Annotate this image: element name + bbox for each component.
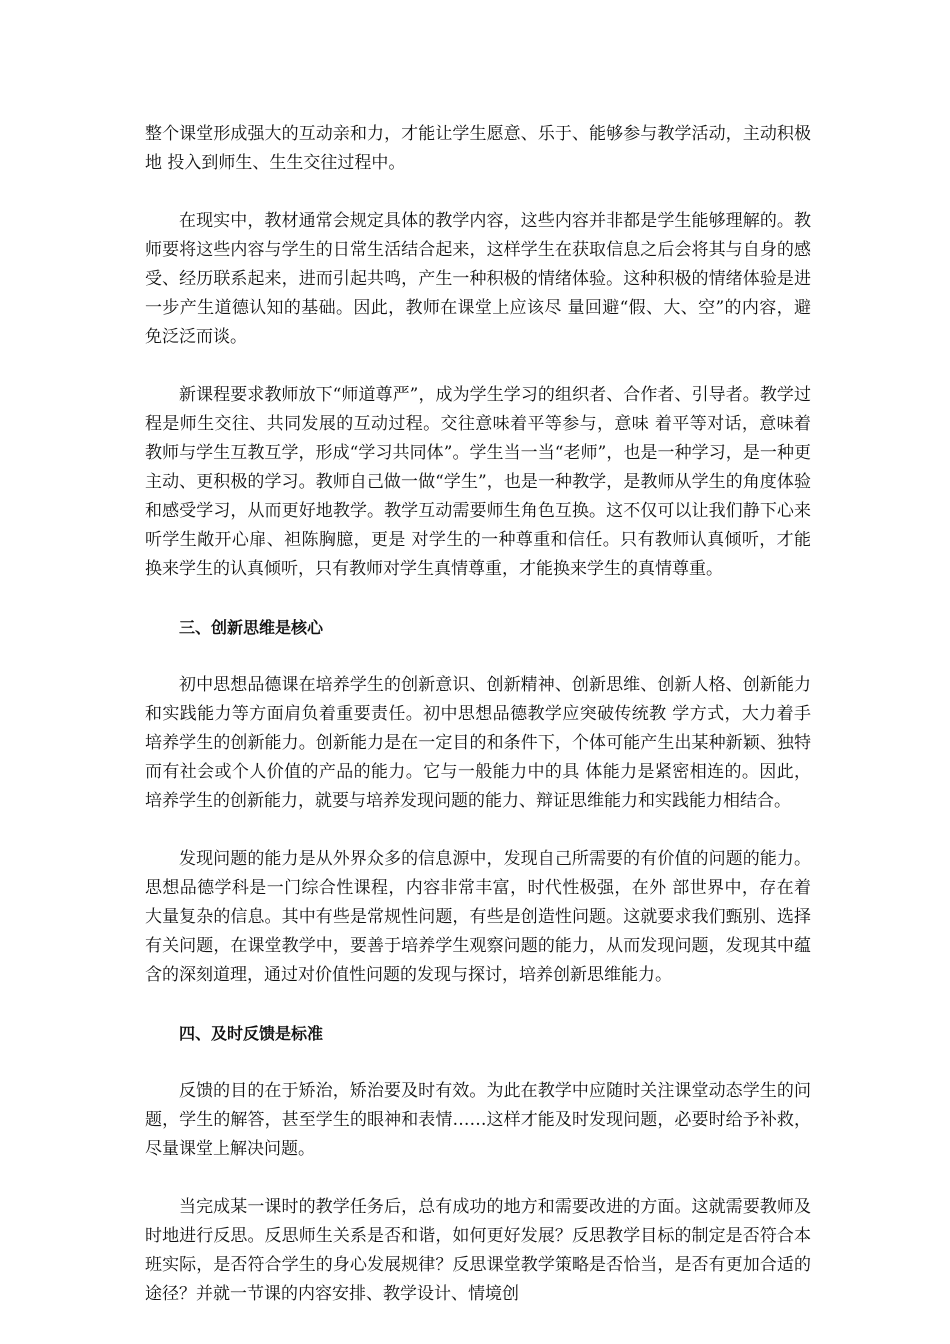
document-page bbox=[145, 120, 811, 1338]
section-heading-4: 四、及时反馈是标准 bbox=[179, 1024, 324, 1043]
paragraph-7: 当完成某一课时的教学任务后，总有成功的地方和需要改进的方面。这就需要教师及时地进行反思。反思师生关系是否和谐，如何更好发展？反思教学目标的制定是否符合本班实际，是否符合学生的身心发展规律？反思课堂教学策略是否恰当，是否有更加合适的途径？并就一节课的内容安排、教学设计、情境创 bbox=[145, 1197, 811, 1304]
paragraph-1: 整个课堂形成强大的互动亲和力，才能让学生愿意、乐于、能够参与教学活动，主动积极地 投入到师生、生生交往过程中。 bbox=[145, 124, 811, 173]
paragraph-4: 初中思想品德课在培养学生的创新意识、创新精神、创新思维、创新人格、创新能力和实践能力等方面肩负着重要责任。初中思想品德教学应突破传统教 学方式，大力着手培养学生的创新能力。创新能力是在一定目的和条件下，个体可能产生出某种新颖、独特而有社会或个人价值的产品的能力。它与一般能力中的具 体能力是紧密相连的。因此，培养学生的创新能力，就要与培养发现问题的能力、辩证思维能力和实践能力相结合。 bbox=[145, 675, 811, 811]
paragraph-6: 反馈的目的在于矫治，矫治要及时有效。为此在教学中应随时关注课堂动态学生的问题，学生的解答，甚至学生的眼神和表情……这样才能及时发现问题，必要时给予补救，尽量课堂上解决问题。 bbox=[145, 1081, 811, 1159]
paragraph-3: 新课程要求教师放下“师道尊严”，成为学生学习的组织者、合作者、引导者。教学过程是师生交往、共同发展的互动过程。交往意味着平等参与，意味 着平等对话，意味着教师与学生互教互学，形成“学习共同体”。学生当一当“老师”，也是一种学习，是一种更主动、更积极的学习。教师自己做一做“学生”，也是一种教学，是教师从学生的角度体验和感受学习，从而更好地教学。教学互动需要师生角色互换。这不仅可以让我们静下心来听学生敞开心扉、袒陈胸臆，更是 对学生的一种尊重和信任。只有教师认真倾听，才能换来学生的认真倾听，只有教师对学生真情尊重，才能换来学生的真情尊重。 bbox=[145, 385, 811, 579]
paragraph-5: 发现问题的能力是从外界众多的信息源中，发现自己所需要的有价值的问题的能力。思想品德学科是一门综合性课程，内容非常丰富，时代性极强，在外 部世界中，存在着大量复杂的信息。其中有些是常规性问题，有些是创造性问题。这就要求我们甄别、选择有关问题，在课堂教学中，要善于培养学生观察问题的能力，从而发现问题，发现其中蕴含的深刻道理，通过对价值性问题的发现与探讨，培养创新思维能力。 bbox=[145, 849, 811, 985]
paragraph-2: 在现实中，教材通常会规定具体的教学内容，这些内容并非都是学生能够理解的。教师要将这些内容与学生的日常生活结合起来，这样学生在获取信息之后会将其与自身的感受、经历联系起来，进而引起共鸣，产生一种积极的情绪体验。这种积极的情绪体验是进一步产生道德认知的基础。因此，教师在课堂上应该尽 量回避“假、大、空”的内容，避免泛泛而谈。 bbox=[145, 211, 811, 347]
section-heading-3: 三、创新思维是核心 bbox=[179, 618, 324, 637]
